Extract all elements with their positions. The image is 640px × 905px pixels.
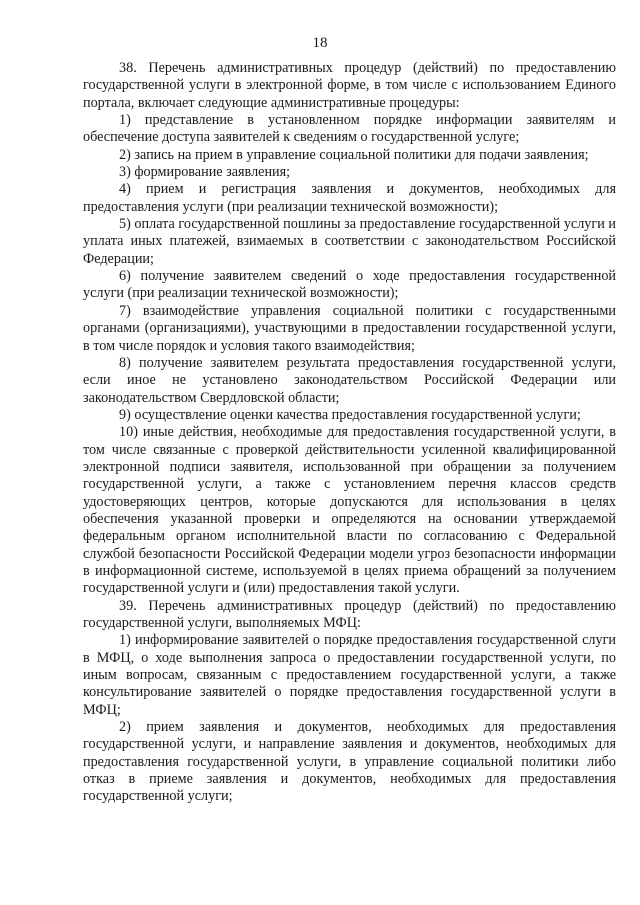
list-item-38-1: 1) представление в установленном порядке информации заявителям и обеспечение доступа заявителей к сведениям о государственной услуге; <box>83 112 616 146</box>
list-item-38-4: 4) прием и регистрация заявления и документов, необходимых для предоставления услуги (при реализации технической возможности); <box>83 181 616 215</box>
page-number: 18 <box>312 35 328 51</box>
list-item-39-1: 1) информирование заявителей о порядке предоставления государственной слуги в МФЦ, о ходе выполнения запроса о предоставлении государственной услуги, по иным вопросам, связанным с предоставлением государственной услуги, а также консультирование заявителей о порядке предоставления государственной услуги в МФЦ; <box>83 632 616 718</box>
list-item-38-10: 10) иные действия, необходимые для предоставления государственной услуги, в том числе связанные с проверкой действительности усиленной квалифицированной электронной подписи заявителя, использованной при обращении за получением государственной услуги, а также с установлением перечня классов средств удостоверяющих центров, которые допускаются для использования в целях обеспечения указанной проверки и определяются на основании утверждаемой федеральным органом исполнительной власти по согласованию с Федеральной службой безопасности Российской Федерации модели угроз безопасности информации в информационной системе, используемой в целях приема обращений за получением государственной услуги и (или) предоставления такой услуги. <box>83 424 616 597</box>
document-body <box>83 60 616 806</box>
list-item-38-5: 5) оплата государственной пошлины за предоставление государственной услуги и уплата иных платежей, взимаемых в соответствии с законодательством Российской Федерации; <box>83 216 616 267</box>
list-item-38-8: 8) получение заявителем результата предоставления государственной услуги, если иное не установлено законодательством Российской Федерации или законодательством Свердловской области; <box>83 354 616 406</box>
paragraph-38-intro: 38. Перечень административных процедур (действий) по предоставлению государственной услуги в электронной форме, в том числе с использованием Единого портала, включает следующие административные процедуры: <box>83 60 616 111</box>
list-item-39-2: 2) прием заявления и документов, необходимых для предоставления государственной услуги, и направление заявления и документов, необходимых для предоставления государственной услуги, в управление социальной политики либо отказ в приеме заявления и документов, необходимых для предоставления государственной услуги; <box>83 719 616 805</box>
list-item-38-2: 2) запись на прием в управление социальной политики для подачи заявления; <box>119 146 589 163</box>
list-item-38-7: 7) взаимодействие управления социальной политики с государственными органами (организациями), участвующими в предоставлении государственной услуги, в том числе порядок и условия такого взаимодействия; <box>83 302 616 354</box>
list-item-38-6: 6) получение заявителем сведений о ходе предоставления государственной услуги (при реализации технической возможности); <box>83 268 616 302</box>
list-item-38-3: 3) формирование заявления; <box>119 164 291 181</box>
paragraph-39-intro: 39. Перечень административных процедур (действий) по предоставлению государственной услуги, выполняемых МФЦ: <box>83 597 616 631</box>
list-item-38-9: 9) осуществление оценки качества предоставления государственной услуги; <box>119 406 581 423</box>
